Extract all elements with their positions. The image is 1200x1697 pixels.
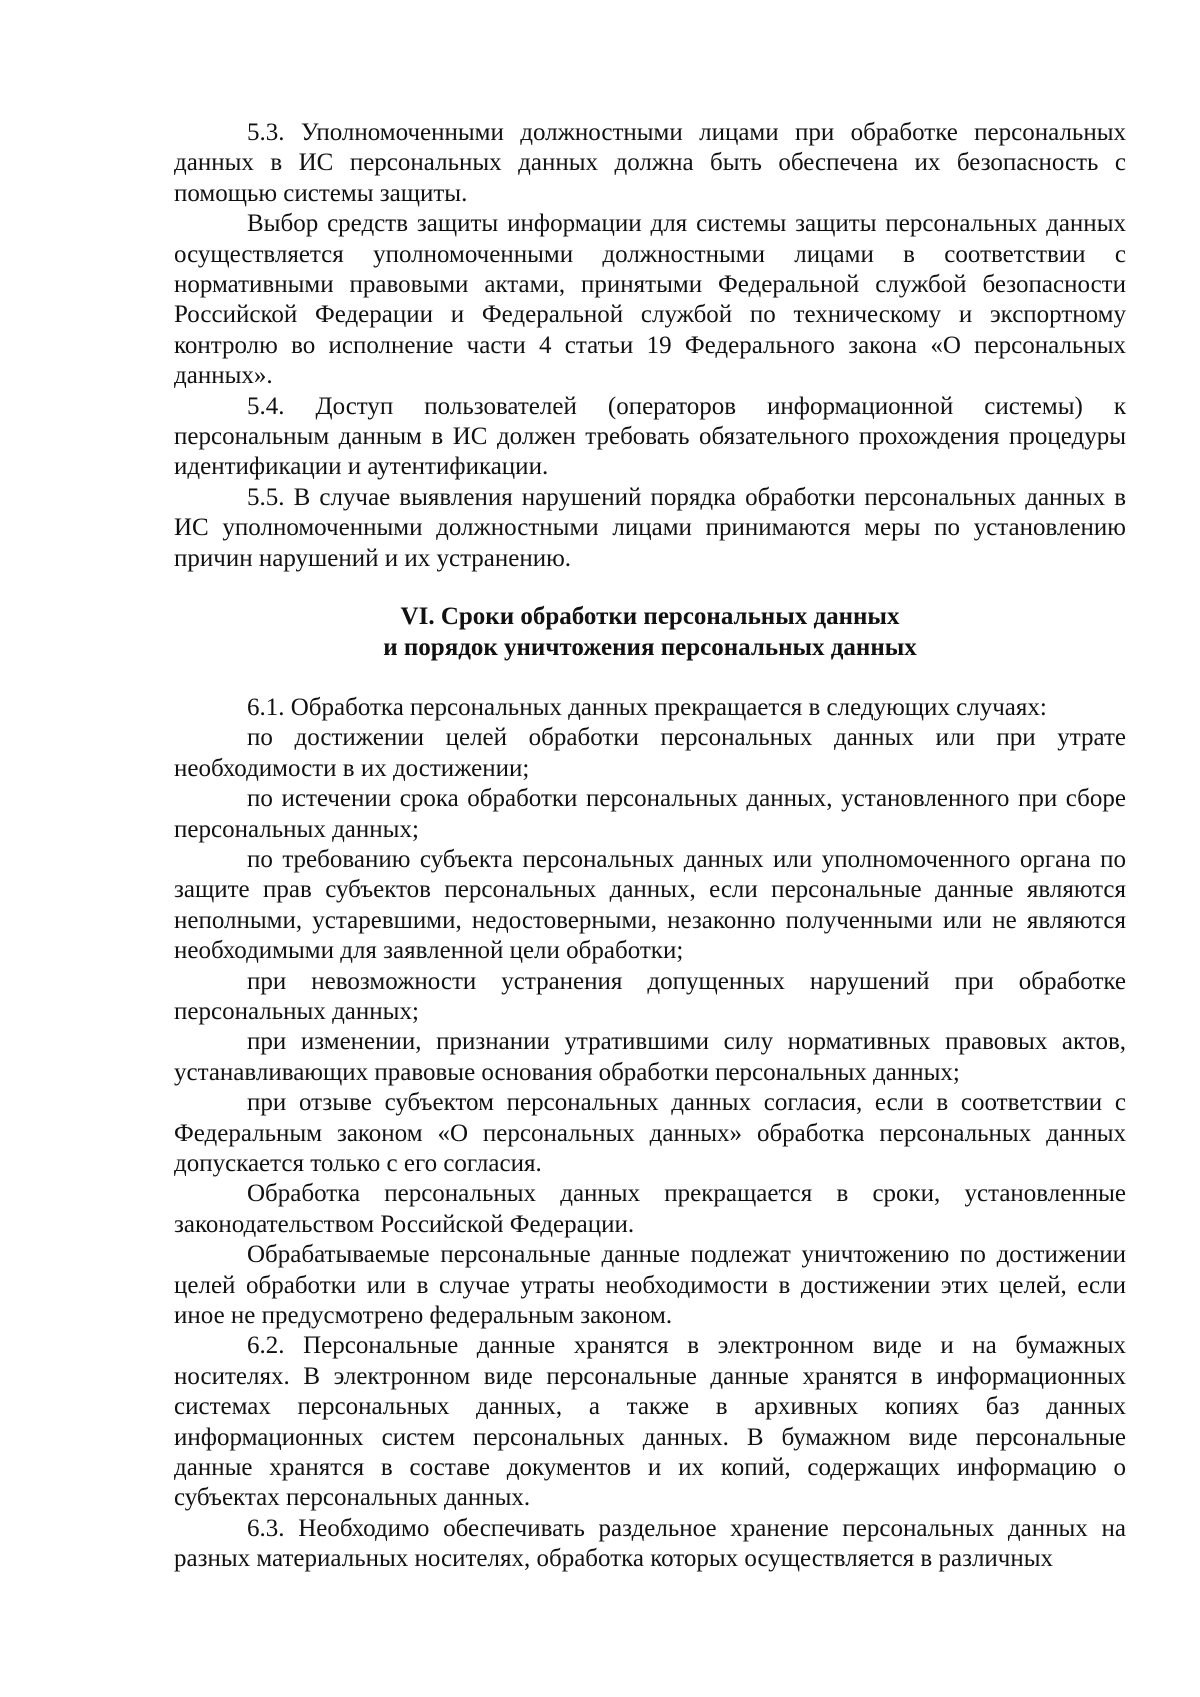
list-item-consent-withdrawn: при отзыве субъектом персональных данных согласия, если в соответствии с Федеральным законом «О персональных данных» обработка персональных данных допускается только с его согласия. <box>174 1089 1126 1177</box>
list-item-term-expired: по истечении срока обработки персональных данных, установленного при сборе персональных данных; <box>174 785 1126 843</box>
paragraph-processing-terms: Обработка персональных данных прекращается в сроки, установленные законодательством Российской Федерации. <box>174 1180 1126 1238</box>
paragraph-6-3: 6.3. Необходимо обеспечивать раздельное хранение персональных данных на разных материальных носителях, обработка которых осуществляется в различных <box>174 1514 1126 1573</box>
section-6-heading-line-2: и порядок уничтожения персональных данных <box>383 633 917 661</box>
paragraph-6-1: 6.1. Обработка персональных данных прекращается в следующих случаях: <box>247 693 1047 721</box>
paragraph-destruction: Обрабатываемые персональные данные подлежат уничтожению по достижении целей обработки или в случае утраты необходимости в достижении этих целей, если иное не предусмотрено федеральным законом. <box>174 1241 1126 1330</box>
list-item-subject-request: по требованию субъекта персональных данных или уполномоченного органа по защите прав субъектов персональных данных, если персональные данные являются неполными, устаревшими, недостоверными, незаконно полученными или не являются необходимыми для заявленной цели обработки; <box>174 845 1126 965</box>
paragraph-5-4: 5.4. Доступ пользователей (операторов информационной системы) к персональным данным в ИС должен требовать обязательного прохождения процедуры идентификации и аутентификации. <box>174 392 1126 481</box>
paragraph-5-3: 5.3. Уполномоченными должностными лицами при обработке персональных данных в ИС персональных данных должна быть обеспечена их безопасность с помощью системы защиты. <box>174 119 1126 207</box>
list-item-acts-changed: при изменении, признании утратившими силу нормативных правовых актов, устанавливающих правовые основания обработки персональных данных; <box>174 1028 1126 1086</box>
list-item-violations: при невозможности устранения допущенных нарушений при обработке персональных данных; <box>174 967 1126 1025</box>
section-6-heading-line-1: VI. Сроки обработки персональных данных <box>400 603 900 631</box>
paragraph-protection-tools: Выбор средств защиты информации для системы защиты персональных данных осуществляется уполномоченными должностными лицами в соответствии с нормативными правовыми актами, принятыми Федеральной службой безопасности Российской Федерации и Федеральной службой по техническому и экспортному контролю во исполнение части 4 статьи 19 Федерального закона «О персональных данных». <box>174 210 1126 390</box>
document-page <box>174 118 1126 1575</box>
paragraph-6-2: 6.2. Персональные данные хранятся в электронном виде и на бумажных носителях. В электронном виде персональные данные хранятся в информационных системах персональных данных, а также в архивных копиях баз данных информационных систем персональных данных. В бумажном виде персональные данные хранятся в составе документов и их копий, содержащих информацию о субъектах персональных данных. <box>174 1332 1126 1512</box>
list-item-goals-achieved: по достижении целей обработки персональных данных или при утрате необходимости в их достижении; <box>174 724 1126 782</box>
section-6-heading <box>174 602 1126 663</box>
paragraph-5-5: 5.5. В случае выявления нарушений порядка обработки персональных данных в ИС уполномоченными должностными лицами принимаются меры по установлению причин нарушений и их устранению. <box>174 483 1126 572</box>
